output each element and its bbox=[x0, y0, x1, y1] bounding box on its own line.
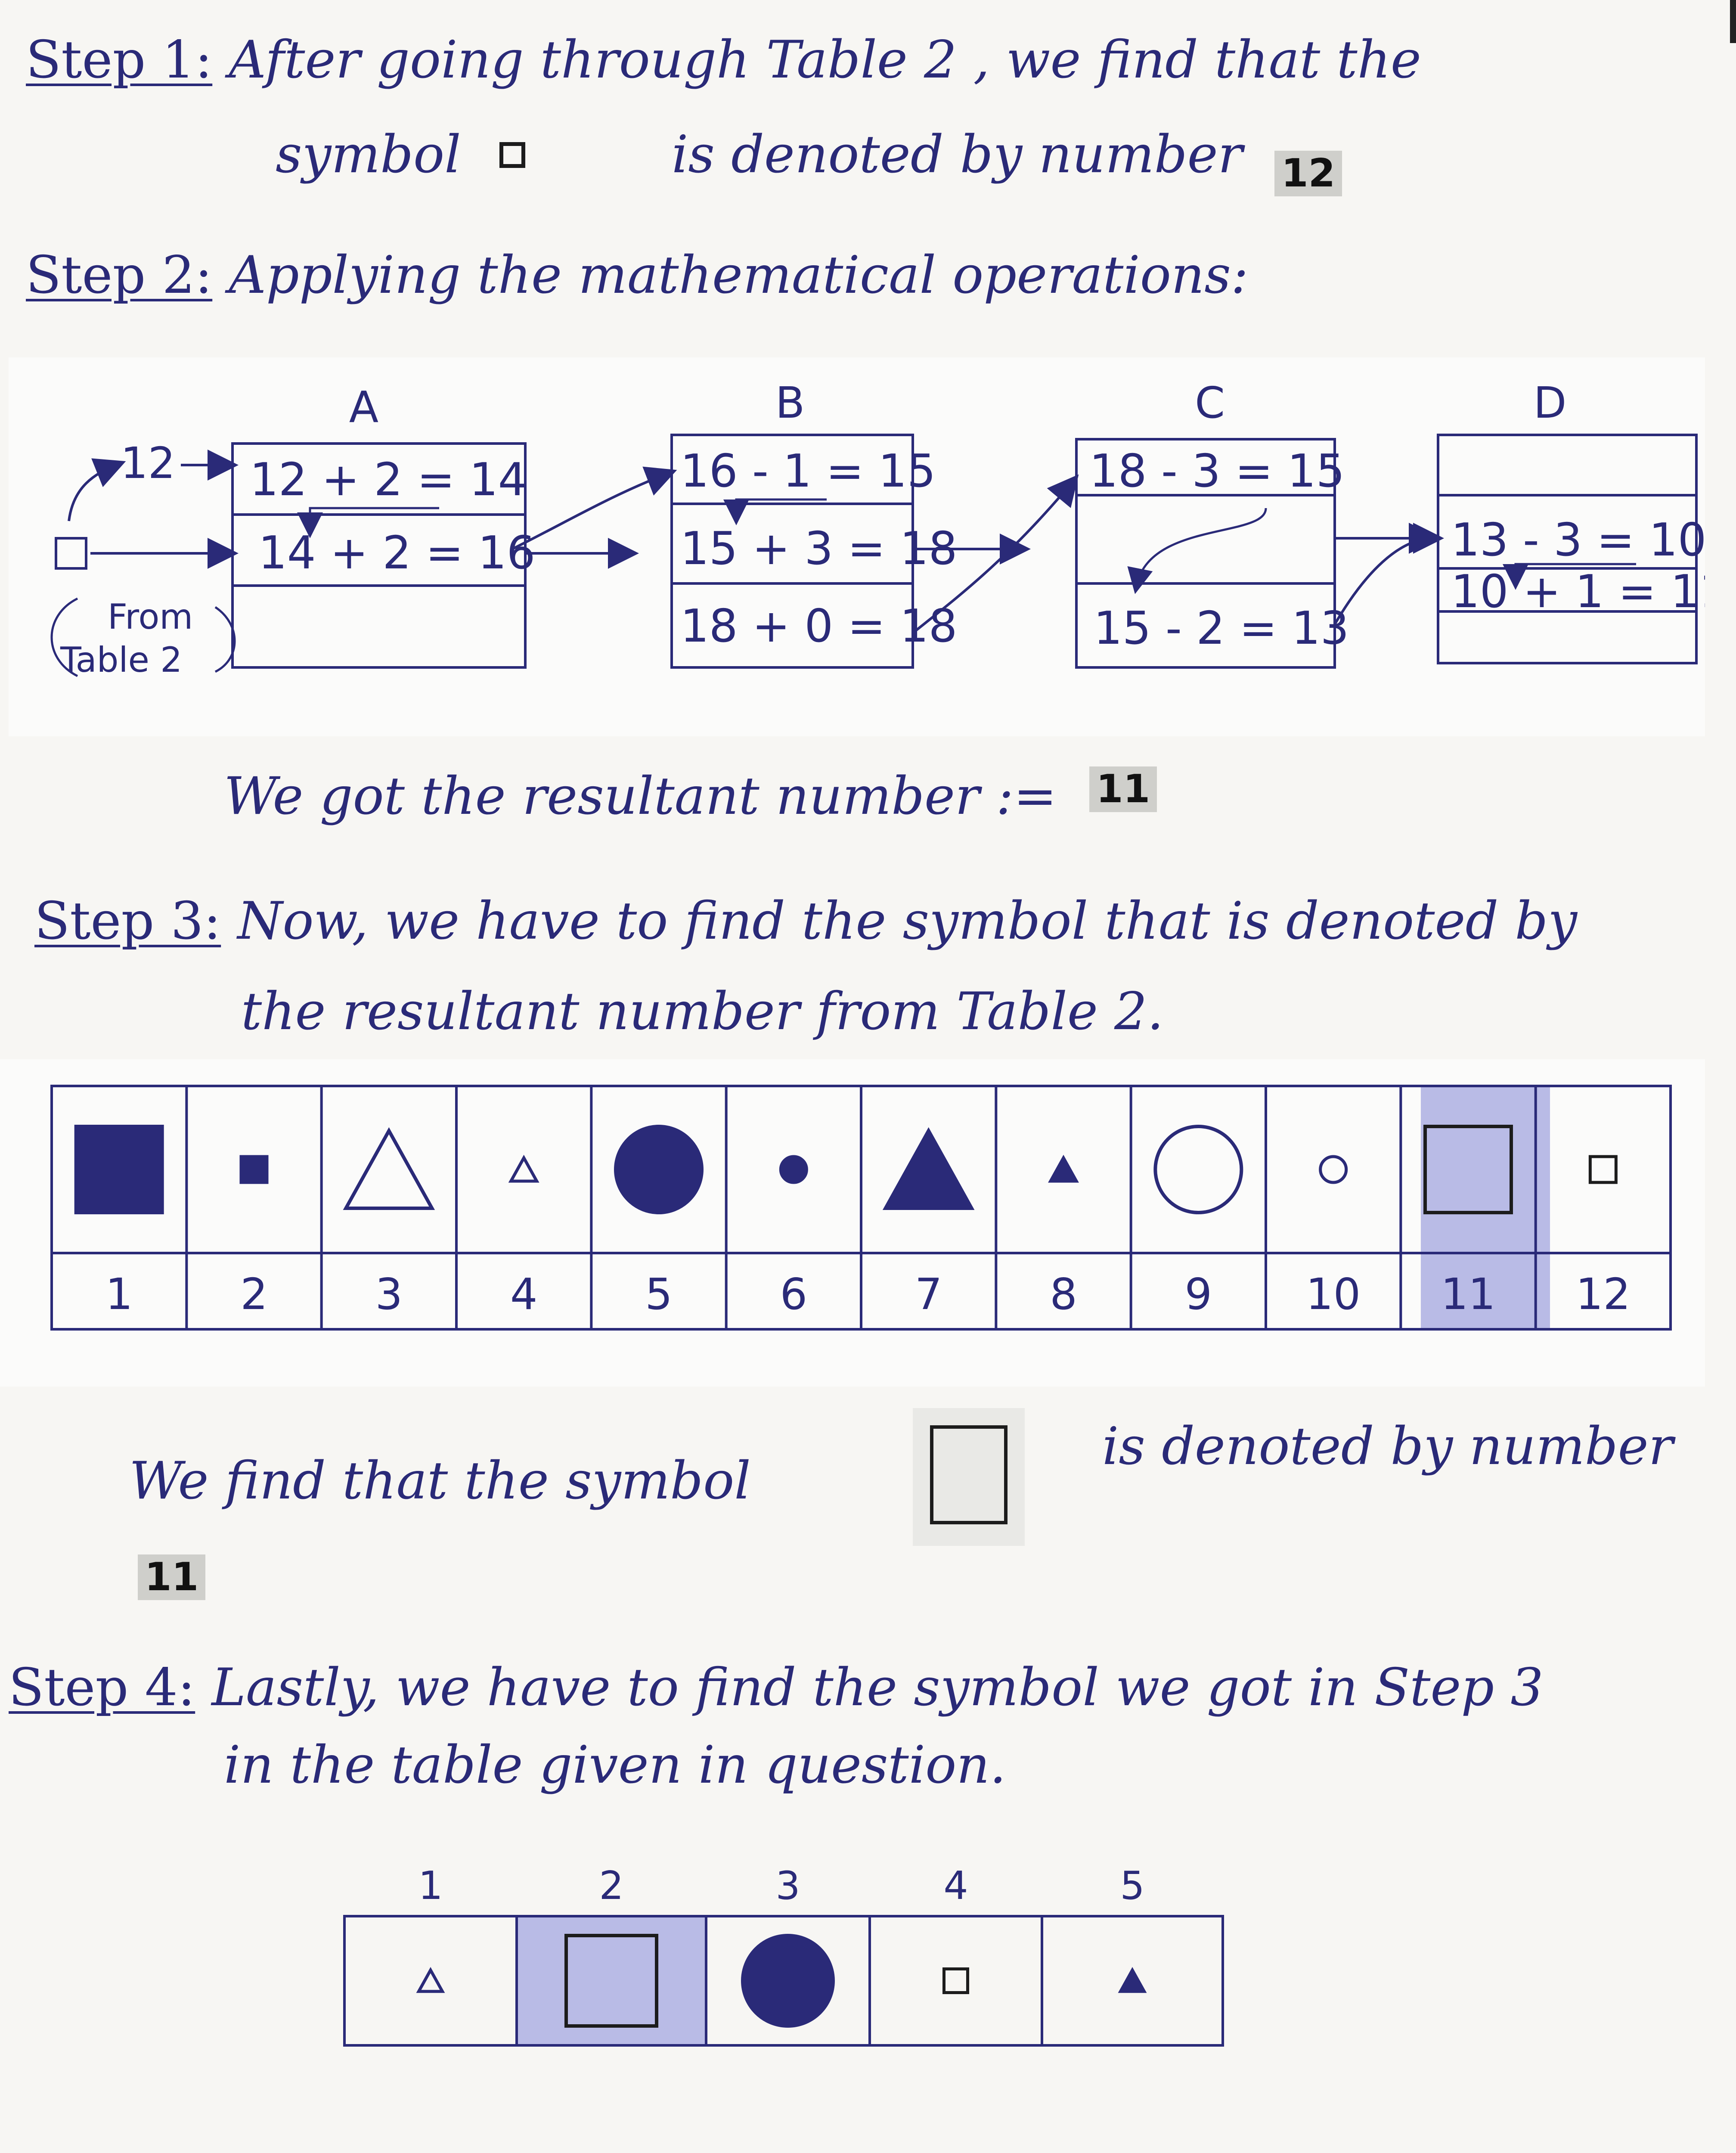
find-line-b bbox=[1102, 1417, 1673, 1477]
large-outline-triangle-icon bbox=[346, 1131, 432, 1208]
small-filled-triangle-icon bbox=[1051, 1158, 1076, 1181]
small-outline-triangle-icon bbox=[511, 1158, 537, 1181]
table2-panel bbox=[0, 1059, 1705, 1387]
flow-diagram-panel bbox=[9, 357, 1705, 736]
find-text-b: is denoted by number bbox=[1102, 1417, 1673, 1477]
step4-label: Step 4: bbox=[9, 1658, 195, 1718]
question-table-number: 5 bbox=[1120, 1863, 1145, 1908]
find-number: 11 bbox=[138, 1554, 205, 1600]
table2-number: 6 bbox=[780, 1269, 808, 1319]
step3-text-b: the resultant number from Table 2. bbox=[241, 982, 1164, 1042]
table2-number: 3 bbox=[375, 1269, 403, 1319]
box-c-title: C bbox=[1195, 378, 1225, 428]
box-b-row-1: 16 - 1 = 15 bbox=[680, 445, 936, 497]
from-label-2: Table 2 bbox=[60, 640, 183, 680]
step4-text-b: in the table given in question. bbox=[224, 1735, 1006, 1795]
question-table-number: 2 bbox=[599, 1863, 624, 1908]
small-filled-triangle-icon bbox=[1121, 1970, 1144, 1992]
large-outline-circle-icon bbox=[1155, 1126, 1241, 1213]
table2-number: 10 bbox=[1306, 1269, 1361, 1319]
question-table bbox=[336, 1856, 1240, 2058]
box-b-row-2: 15 + 3 = 18 bbox=[680, 522, 958, 575]
box-d-title: D bbox=[1533, 378, 1567, 428]
step1-line2b bbox=[672, 125, 1243, 185]
step2-text: Applying the mathematical operations: bbox=[229, 245, 1249, 305]
small-outline-circle-icon bbox=[1321, 1157, 1346, 1182]
step1-text-c: is denoted by number bbox=[672, 125, 1243, 185]
step3-text-a: Now, we have to find the symbol that is denoted by bbox=[237, 891, 1578, 951]
step4-block bbox=[9, 1658, 1544, 1718]
table2 bbox=[0, 1059, 1705, 1387]
box-a-title: A bbox=[349, 382, 379, 432]
result-text: We got the resultant number := bbox=[224, 766, 1057, 826]
table2-number: 8 bbox=[1050, 1269, 1077, 1319]
table2-number: 2 bbox=[240, 1269, 268, 1319]
result-number: 11 bbox=[1089, 766, 1157, 812]
small-outline-square-icon bbox=[944, 1969, 968, 1993]
question-table-number: 3 bbox=[775, 1863, 800, 1908]
table2-number: 7 bbox=[914, 1269, 942, 1319]
step4-line2 bbox=[224, 1735, 1006, 1795]
step3-block bbox=[34, 891, 1578, 951]
small-filled-square-icon bbox=[241, 1157, 267, 1182]
box-b-title: B bbox=[775, 378, 805, 428]
large-outline-square-icon bbox=[930, 1425, 1008, 1524]
large-filled-square-icon bbox=[76, 1126, 162, 1213]
table2-number: 12 bbox=[1575, 1269, 1631, 1319]
box-a-row-2: 14 + 2 = 16 bbox=[258, 527, 536, 579]
small-outline-triangle-icon bbox=[419, 1970, 443, 1992]
step2-label: Step 2: bbox=[26, 245, 213, 305]
question-table-number: 1 bbox=[418, 1863, 443, 1908]
question-table-number: 4 bbox=[943, 1863, 968, 1908]
step1-number: 12 bbox=[1274, 151, 1342, 196]
from-label-1: From bbox=[108, 597, 193, 637]
box-d-row-2: 13 - 3 = 10 bbox=[1451, 514, 1705, 566]
find-line bbox=[129, 1451, 751, 1511]
input-square-icon bbox=[56, 538, 86, 568]
find-symbol-bg bbox=[913, 1408, 1025, 1546]
table2-number: 1 bbox=[105, 1269, 133, 1319]
box-c-row-3: 15 - 2 = 13 bbox=[1094, 602, 1349, 655]
box-a-row-1: 12 + 2 = 14 bbox=[250, 453, 527, 506]
step1-text-b: symbol bbox=[276, 125, 461, 185]
flow-diagram bbox=[9, 357, 1705, 736]
table2-number: 11 bbox=[1441, 1269, 1496, 1319]
large-filled-circle-icon bbox=[616, 1126, 702, 1213]
step1-text-a: After going through Table 2 , we find that the bbox=[229, 30, 1421, 90]
small-outline-square-icon bbox=[499, 142, 525, 168]
box-b-row-3: 18 + 0 = 18 bbox=[680, 600, 958, 652]
step1-block bbox=[26, 30, 1421, 90]
question-table-panel bbox=[336, 1856, 1240, 2058]
edge-mark bbox=[1730, 0, 1736, 43]
box-d-row-3: 10 + 1 = 11 bbox=[1451, 565, 1705, 618]
box-c-row-1: 18 - 3 = 15 bbox=[1089, 445, 1345, 497]
result-line bbox=[224, 766, 1057, 826]
step4-text-a: Lastly, we have to find the symbol we got in Step 3 bbox=[211, 1658, 1544, 1718]
table2-number: 5 bbox=[645, 1269, 673, 1319]
table2-number: 9 bbox=[1184, 1269, 1212, 1319]
large-filled-circle-icon bbox=[743, 1936, 833, 2026]
table2-number: 4 bbox=[510, 1269, 538, 1319]
step3-line2 bbox=[241, 982, 1164, 1042]
find-text-a: We find that the symbol bbox=[129, 1451, 751, 1511]
step1-line2 bbox=[276, 125, 461, 185]
small-filled-circle-icon bbox=[781, 1157, 806, 1182]
small-outline-square-icon bbox=[1590, 1157, 1616, 1182]
input-number: 12 bbox=[121, 438, 176, 488]
step2-block bbox=[26, 245, 1249, 305]
step1-label: Step 1: bbox=[26, 30, 213, 90]
large-filled-triangle-icon bbox=[886, 1131, 972, 1208]
step3-label: Step 3: bbox=[34, 891, 221, 951]
